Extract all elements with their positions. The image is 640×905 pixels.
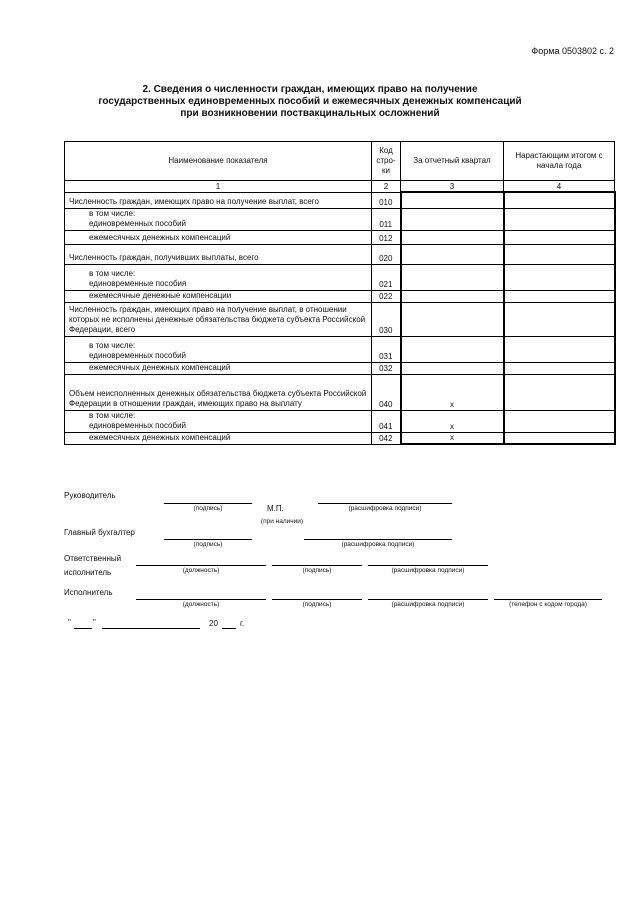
col-number: 2 [372, 181, 401, 193]
row-quarter-value[interactable] [401, 230, 504, 244]
row-cumulative-value[interactable] [504, 290, 615, 302]
title-line: государственных единовременных пособий и ежемесячных денежных компенсаций [98, 96, 522, 107]
executor-position-line[interactable] [136, 599, 266, 600]
section-title [60, 84, 560, 120]
row-code: 022 [372, 290, 401, 302]
responsible-label: Ответственный [64, 554, 122, 563]
row-name: в том числе: единовременных пособий [65, 410, 372, 432]
form-number: Форма 0503802 с. 2 [531, 46, 614, 56]
row-code: 042 [372, 432, 401, 444]
header-code: Код стро- ки [372, 142, 401, 181]
row-cumulative-value[interactable] [504, 336, 615, 362]
date-day-line[interactable] [74, 628, 92, 629]
row-code: 020 [372, 244, 401, 264]
table-row [65, 230, 615, 244]
row-code: 041 [372, 410, 401, 432]
date-year-prefix: 20 [209, 619, 218, 628]
executor-phone-line[interactable] [494, 599, 602, 600]
head-decode-line[interactable] [318, 503, 452, 504]
date-open-quote: " [68, 618, 71, 627]
row-cumulative-value[interactable] [504, 432, 615, 444]
row-quarter-value[interactable] [401, 192, 504, 208]
caption: (расшифровка подписи) [341, 541, 415, 548]
executor-sign-line[interactable] [272, 599, 362, 600]
row-name: Численность граждан, имеющих право на получение выплат, всего [65, 192, 372, 208]
chief-sign-line[interactable] [164, 539, 252, 540]
row-cumulative-value[interactable] [504, 410, 615, 432]
row-cumulative-value[interactable] [504, 302, 615, 336]
caption: (должность) [182, 601, 220, 608]
date-close-quote: " [93, 618, 96, 627]
caption: (подпись) [302, 567, 332, 574]
stamp-note: (при наличии) [260, 518, 304, 525]
row-quarter-value[interactable]: x [401, 374, 504, 410]
header-quarter: За отчетный квартал [401, 142, 504, 181]
row-code: 021 [372, 264, 401, 290]
row-cumulative-value[interactable] [504, 264, 615, 290]
col-number: 4 [504, 181, 615, 193]
table-row [65, 302, 615, 336]
row-code: 031 [372, 336, 401, 362]
row-name: Численность граждан, получивших выплаты, всего [65, 244, 372, 264]
row-name: ежемесячных денежных компенсаций [65, 432, 372, 444]
row-quarter-value[interactable] [401, 208, 504, 230]
chief-decode-line[interactable] [304, 539, 452, 540]
row-code: 010 [372, 192, 401, 208]
table-row [65, 362, 615, 374]
row-quarter-value[interactable] [401, 336, 504, 362]
responsible-label-2: исполнитель [64, 568, 112, 577]
row-name: ежемесячных денежных компенсаций [65, 230, 372, 244]
date-month-line[interactable] [102, 628, 200, 629]
header-cumulative: Нарастающим итогом с начала года [504, 142, 615, 181]
caption: (должность) [182, 567, 220, 574]
row-quarter-value[interactable] [401, 302, 504, 336]
title-line: при возникновении поствакцинальных осложнений [180, 108, 440, 119]
row-name: в том числе: единовременных пособий [65, 208, 372, 230]
row-cumulative-value[interactable] [504, 230, 615, 244]
col-number: 1 [65, 181, 372, 193]
caption: (подпись) [302, 601, 332, 608]
row-cumulative-value[interactable] [504, 192, 615, 208]
row-name: в том числе: единовременных пособий [65, 336, 372, 362]
caption: (расшифровка подписи) [348, 505, 422, 512]
executor-decode-line[interactable] [368, 599, 488, 600]
caption: (расшифровка подписи) [391, 601, 465, 608]
header-name: Наименование показателя [65, 142, 372, 181]
table-row [65, 432, 615, 444]
row-code: 011 [372, 208, 401, 230]
row-name: ежемесячных денежных компенсаций [65, 362, 372, 374]
row-cumulative-value[interactable] [504, 208, 615, 230]
executor-label: Исполнитель [64, 588, 113, 597]
chief-accountant-label: Главный бухгалтер [64, 528, 135, 537]
row-code: 012 [372, 230, 401, 244]
data-table [64, 141, 616, 445]
row-name: Численность граждан, имеющих право на получение выплат, в отношении которых не исполнены денежные обязательства бюджета субъекта Российской Федерации, всего [65, 302, 372, 336]
row-name: в том числе: единовременные пособия [65, 264, 372, 290]
head-sign-line[interactable] [164, 503, 252, 504]
table-row [65, 264, 615, 290]
table-row [65, 208, 615, 230]
row-code: 040 [372, 374, 401, 410]
caption: (расшифровка подписи) [391, 567, 465, 574]
table-row [65, 410, 615, 432]
col-number: 3 [401, 181, 504, 193]
row-quarter-value[interactable] [401, 290, 504, 302]
stamp-label: М.П. [267, 504, 284, 513]
row-cumulative-value[interactable] [504, 374, 615, 410]
row-quarter-value[interactable] [401, 244, 504, 264]
table-row [65, 244, 615, 264]
row-name: Объем неисполненных денежных обязательства бюджета субъекта Российской Федерации в отношении граждан, имеющих право на выплату [65, 374, 372, 410]
responsible-sign-line[interactable] [272, 565, 362, 566]
row-code: 032 [372, 362, 401, 374]
title-line: 2. Сведения о численности граждан, имеющих право на получение [142, 84, 478, 95]
table-row [65, 374, 615, 410]
table-row [65, 192, 615, 208]
row-quarter-value[interactable]: x [401, 432, 504, 444]
responsible-position-line[interactable] [136, 565, 266, 566]
date-year-line[interactable] [222, 628, 236, 629]
caption: (подпись) [193, 505, 223, 512]
row-cumulative-value[interactable] [504, 244, 615, 264]
row-code: 030 [372, 302, 401, 336]
table-row [65, 336, 615, 362]
head-label: Руководитель [64, 491, 116, 500]
caption: (подпись) [193, 541, 223, 548]
responsible-decode-line[interactable] [368, 565, 488, 566]
row-quarter-value[interactable] [401, 362, 504, 374]
caption: (телефон с кодом города) [509, 601, 587, 608]
row-quarter-value[interactable]: x [401, 410, 504, 432]
row-name: ежемесячные денежные компенсации [65, 290, 372, 302]
date-suffix: г. [240, 619, 245, 628]
row-cumulative-value[interactable] [504, 362, 615, 374]
table-row [65, 290, 615, 302]
row-quarter-value[interactable] [401, 264, 504, 290]
